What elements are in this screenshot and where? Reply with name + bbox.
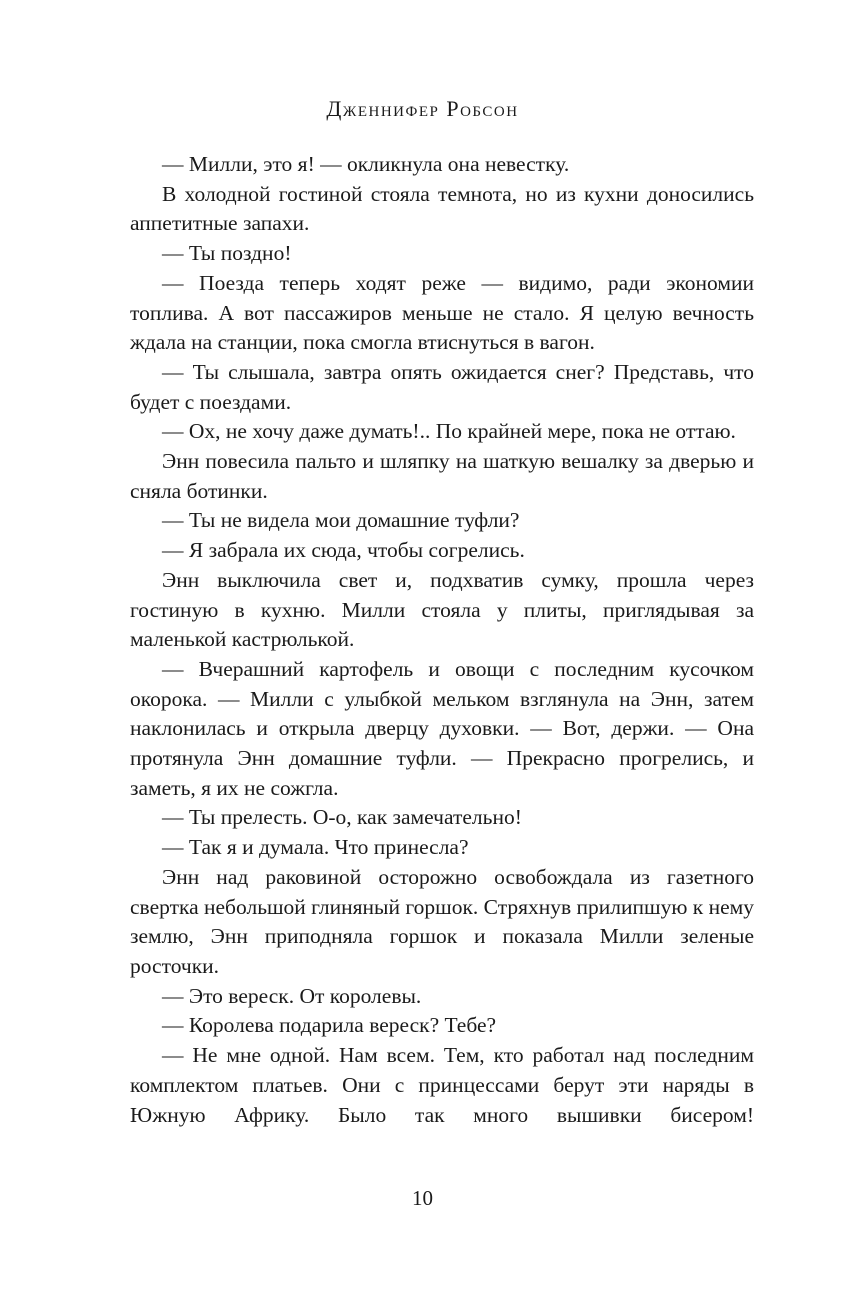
paragraph: — Ох, не хочу даже думать!.. По крайней мере, пока не оттаю.: [162, 419, 736, 444]
paragraph: Энн повесила пальто и шляпку на шаткую вешалку за дверью и сняла ботинки.: [130, 449, 754, 503]
paragraph: — Это вереск. От королевы.: [162, 983, 422, 1008]
paragraph: Энн над раковиной осторожно освобождала из газетного свертка небольшой глиняный горшок. Стряхнув прилипшую к нему землю, Энн приподняла горшок и показала Милли зеленые росточки.: [130, 864, 755, 978]
running-head: Дженнифер Робсон: [326, 96, 519, 121]
paragraph: — Ты поздно!: [162, 241, 292, 266]
paragraph: — Поезда теперь ходят реже — видимо, ради экономии топлива. А вот пассажиров меньше не стало. Я целую вечность ждала на станции, пока смогла втиснуться в вагон.: [130, 270, 754, 355]
paragraph: — Не мне одной. Нам всем. Тем, кто работал над последним комплектом платьев. Они с принцессами берут эти наряды в Южную Африку. Было так много вышивки бисером!: [130, 1043, 754, 1127]
paragraph: — Королева подарила вереск? Тебе?: [162, 1013, 497, 1038]
paragraph: — Ты прелесть. О-о, как замечательно!: [162, 805, 522, 830]
paragraph: — Милли, это я! — окликнула она невестку.: [162, 152, 570, 176]
paragraph: — Ты слышала, завтра опять ожидается снег? Представь, что будет с поездами.: [130, 359, 754, 414]
page-number: 10: [412, 1186, 433, 1210]
paragraph: В холодной гостиной стояла темнота, но из кухни доносились аппетитные запахи.: [130, 181, 754, 236]
paragraph: — Ты не видела мои домашние туфли?: [162, 508, 520, 533]
paragraph: — Вчерашний картофель и овощи с последним кусочком окорока. — Милли с улыбкой мельком взглянула на Энн, затем наклонилась и открыла дверцу духовки. — Вот, держи. — Она протянула Энн домашние туфли. — Прекрасно прогрелись, и заметь, я их не сожгла.: [130, 656, 754, 800]
paragraph: Энн выключила свет и, подхватив сумку, прошла через гостиную в кухню. Милли стояла у плиты, приглядывая за маленькой кастрюлькой.: [130, 567, 754, 652]
paragraph: — Так я и думала. Что принесла?: [162, 835, 469, 860]
body-text: [130, 150, 754, 1130]
paragraph: — Я забрала их сюда, чтобы согрелись.: [162, 538, 525, 563]
